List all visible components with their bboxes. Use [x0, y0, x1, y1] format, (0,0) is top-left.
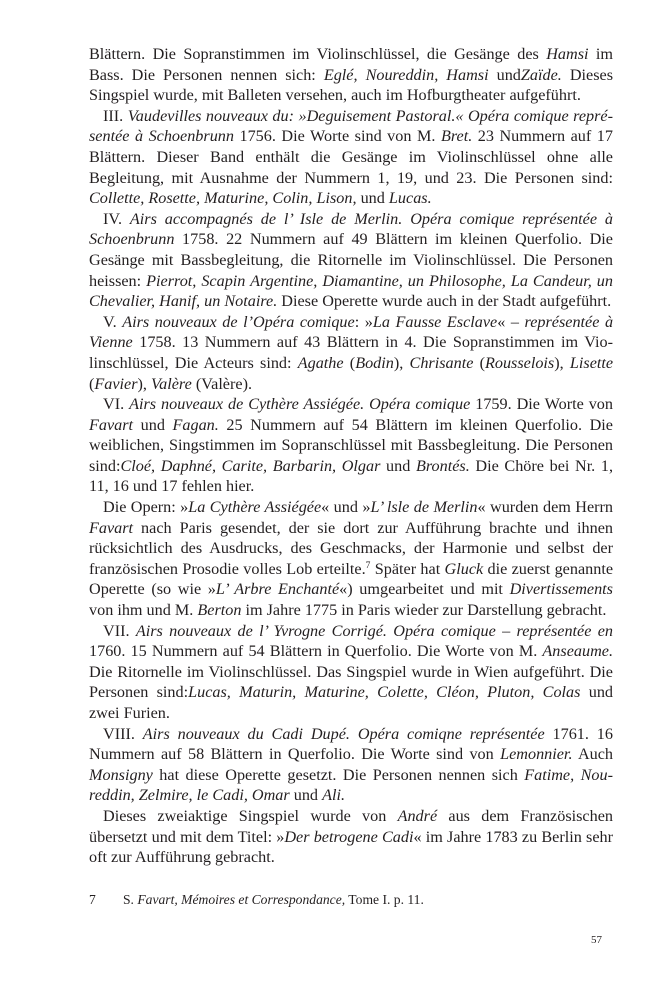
text-run: hat diese Operette gesetzt. Die Personen nennen sich	[152, 765, 525, 784]
text-run: : »	[354, 312, 373, 331]
text-run: S.	[123, 892, 138, 907]
footnote	[89, 891, 613, 908]
text-run: ),	[137, 374, 152, 393]
italic-run: Fagan.	[172, 415, 219, 434]
italic-run: Der betrogene Cadi	[284, 827, 414, 846]
text-run: und	[488, 65, 521, 84]
text-run: Tome I. p. 11.	[345, 892, 424, 907]
footnote-ref: 7	[365, 560, 371, 571]
text-run: 1758. 22 Nummern auf 49 Blättern im kleinen Querfolio. Die Gesänge mit Bassbegleitung, die Ritornelle im Violinschlüssel. Die Personen heissen:	[89, 230, 613, 290]
italic-run: Zaïde.	[520, 65, 562, 84]
text-run: IV.	[103, 209, 130, 228]
italic-run: Hamsi	[546, 45, 589, 63]
text-run: die zuerst genannte Operette (so wie »	[89, 559, 614, 599]
italic-run: Ali.	[322, 786, 345, 805]
text-run: 1761. 16 Nummern auf 58 Blättern in Querfolio. Die Worte sind von	[89, 724, 613, 764]
text-run: 23 Nummern auf 17 Blättern. Dieser Band enthält die Gesänge im Violinschlüssel ohne alle Begleitung, mit Ausnahme der Nummern 1, 19, und 23. Die Personen sind:	[89, 127, 613, 187]
italic-run: Lucas, Maturin, Maturine, Colette, Cléon, Pluton, Colas	[188, 683, 581, 702]
text-run: Die Chöre bei Nr. 1, 11, 16 und 17 fehlen hier.	[89, 456, 614, 496]
text-run: im Bass. Die Personen nennen sich:	[89, 45, 613, 84]
paragraph-6	[89, 497, 613, 621]
italic-run: Fatime, Noureddin, Zelmire, le Cadi, Omar	[89, 765, 613, 805]
italic-run: Lemonnier.	[500, 745, 573, 764]
text-run: « im Jahre 1783 zu Berlin sehr oft zur Aufführung gebracht.	[89, 827, 613, 867]
italic-run: La Cythère Assiégée	[188, 498, 322, 517]
text-run: Dieses Singspiel wurde, mit Balleten versehen, auch im Hofburgtheater aufgeführt.	[89, 65, 613, 105]
text-run: (	[343, 353, 356, 372]
italic-run: Lucas.	[388, 189, 432, 208]
italic-run: Monsigny	[89, 765, 153, 784]
text-run: 1758. 13 Nummern auf 43 Blättern in 4. Die Sopranstimmen im Violinschlüssel, Die Acteurs sind:	[89, 333, 613, 372]
italic-run: L’ lsle de Merlin	[370, 498, 478, 517]
italic-run: Airs nouveaux du Cadi Dupé. Opéra comiqne représentée	[142, 724, 545, 743]
italic-run: Vaudevilles nouveaux du: »Deguisement Pastoral.« Opéra comique représentée à Schoenbrunn	[89, 106, 614, 146]
paragraph-8	[89, 724, 613, 806]
text-run: und	[289, 786, 323, 805]
italic-run: Lisette	[569, 353, 614, 372]
text-run: « wurden dem Herrn	[477, 498, 614, 517]
text-run: « –	[497, 312, 525, 331]
italic-run: La Fausse Esclave	[372, 312, 498, 331]
text-run: und	[380, 456, 416, 475]
paragraph-9	[89, 806, 613, 868]
text-run: 1756. Die Worte sind von M.	[233, 127, 441, 146]
text-run: nach Paris gesendet, der sie dort zur Aufführung brachte und ihnen rücksichtlich des Ausdrucks, des Geschmacks, der Harmonie und selbst der französischen Prosodie volles Lob erteilte.	[89, 518, 613, 578]
italic-run: Bret.	[440, 127, 473, 146]
text-run: ),	[554, 353, 570, 372]
text-run: VI.	[103, 395, 130, 414]
text-run: III.	[103, 106, 128, 125]
text-run: Auch	[572, 745, 614, 764]
italic-run: Pierrot, Scapin Argentine, Diamantine, un Philosophe, La Candeur, un Chevalier, Hanif, un Notaire.	[89, 271, 613, 311]
text-run: und	[356, 189, 389, 208]
main-text	[89, 44, 613, 868]
text-run: VIII.	[103, 724, 143, 743]
paragraph-5	[89, 394, 613, 497]
text-run: von ihm und M.	[89, 601, 198, 620]
text-run: Dieses zweiaktige Singspiel wurde von	[103, 806, 398, 825]
paragraph-2	[89, 106, 613, 209]
italic-run: Agathe	[297, 353, 344, 372]
text-run: 25 Nummern auf 54 Blättern im kleinen Querfolio. Die weiblichen, Singstimmen im Sopranschlüssel mit Bassbegleitung. Die Personen sind:	[89, 415, 613, 475]
text-run: 1760. 15 Nummern auf 54 Blättern in Querfolio. Die Worte von M.	[89, 642, 543, 661]
italic-run: Rousselois	[484, 353, 555, 372]
italic-run: Favart, Mémoires et Correspondance,	[137, 892, 346, 907]
text-run: und	[133, 415, 173, 434]
italic-run: Cloé, Daphné, Carite, Barbarin, Olgar	[120, 456, 381, 475]
page-number: 57	[591, 934, 602, 946]
footnote-number: 7	[89, 892, 96, 907]
text-run: Die Ritornelle im Violinschlüssel. Das Singspiel wurde in Wien aufgeführt. Die Personen sind:	[89, 662, 613, 702]
italic-run: Favart	[89, 415, 134, 434]
italic-run: Collette, Rosette, Maturine, Colin, Lison,	[89, 189, 357, 208]
paragraph-4	[89, 312, 613, 394]
italic-run: Airs accompagnés de l’ Isle de Merlin. Opéra comique représentée à Schoenbrunn	[89, 209, 613, 249]
text-run: und zwei Furien.	[89, 683, 614, 722]
text-run: (	[473, 353, 485, 372]
italic-run: Brontés.	[415, 456, 470, 475]
text-run: «) umgearbeitet und mit	[339, 580, 510, 599]
text-run: Die Opern: »	[103, 498, 189, 517]
text-run: « und »	[321, 498, 371, 517]
text-run: Blättern. Die Sopranstimmen im Violinschlüssel, die Gesänge des	[89, 45, 547, 63]
text-run: ),	[393, 353, 410, 372]
italic-run: Airs nouveaux de Cythère Assiégée. Opéra comique	[129, 395, 471, 414]
italic-run: André	[397, 806, 438, 825]
text-run: 1759. Die Worte von	[470, 395, 613, 414]
italic-run: Chrisante	[409, 353, 474, 372]
italic-run: L’ Arbre Enchanté	[215, 580, 340, 599]
italic-run: Berton	[197, 601, 242, 620]
text-run: Später hat	[370, 559, 445, 578]
italic-run: Favart	[89, 518, 134, 537]
paragraph-7	[89, 621, 613, 724]
italic-run: Anseaume.	[542, 642, 613, 661]
footnote-text	[123, 892, 424, 907]
paragraph-1	[89, 44, 613, 106]
text-run: VII.	[103, 621, 136, 640]
italic-run: Eglé, Noureddin, Hamsi	[323, 65, 489, 84]
text-run: V.	[103, 312, 123, 331]
text-run: (	[89, 374, 95, 393]
italic-run: Bodin	[355, 353, 394, 372]
text-run: Diese Operette wurde auch in der Stadt aufgeführt.	[277, 292, 612, 311]
italic-run: Divertissements	[509, 580, 613, 599]
italic-run: représentée à Vienne	[89, 312, 614, 352]
italic-run: Airs nouveaux de l’ Yvrogne Corrigé. Opéra comique – représentée en	[135, 621, 613, 640]
italic-run: Favier	[94, 374, 138, 393]
italic-run: Airs nouveaux de l’Opéra comique	[122, 312, 355, 331]
italic-run: Gluck	[444, 559, 484, 578]
text-run: aus dem Französischen übersetzt und mit dem Titel: »	[89, 806, 613, 846]
text-run: (Valère).	[191, 374, 253, 393]
text-run: im Jahre 1775 in Paris wieder zur Darstellung gebracht.	[241, 601, 607, 620]
italic-run: Valère	[151, 374, 192, 393]
paragraph-3	[89, 209, 613, 312]
